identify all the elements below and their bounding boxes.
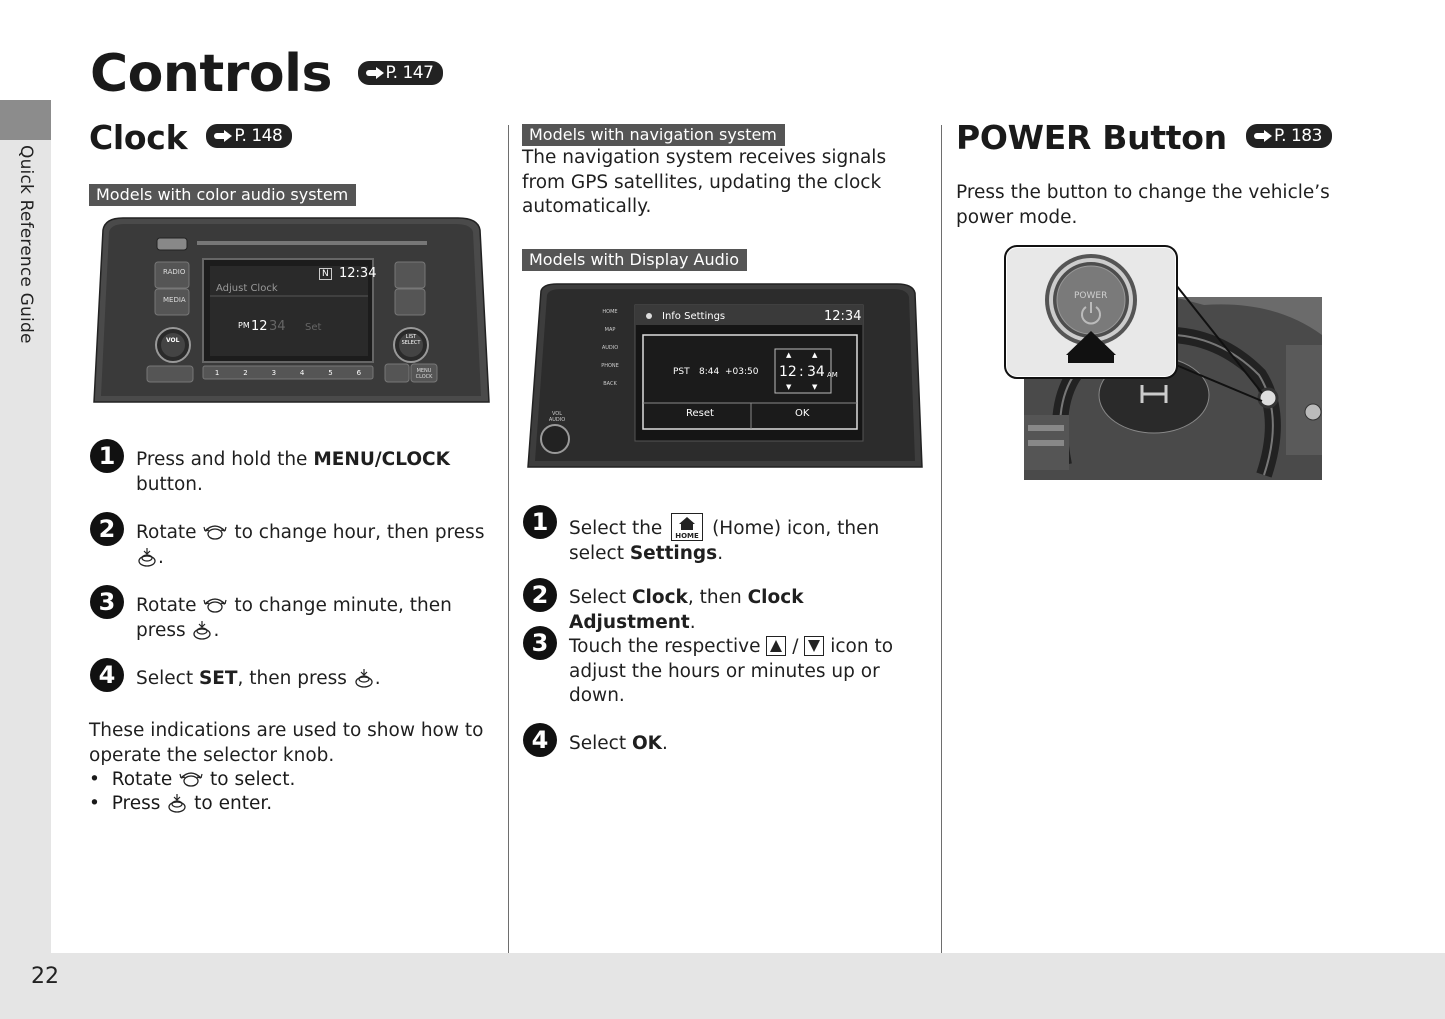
menu-phone[interactable]: PHONE: [601, 363, 619, 369]
screen-set: Set: [305, 322, 322, 333]
tag-navigation: Models with navigation system: [522, 124, 785, 146]
clock-heading: [89, 118, 292, 157]
da-step-3-text-a: Touch the respective: [569, 636, 767, 657]
nav-description: The navigation system receives signals from GPS satellites, updating the clock automatically.: [522, 147, 887, 217]
page-ref-link[interactable]: [358, 61, 444, 85]
down-arrow-icon: [804, 636, 824, 656]
vol-knob-label: VOL: [166, 337, 180, 344]
list-select-knob-label: LIST SELECT: [401, 334, 421, 346]
da-step-3-badge: 3: [523, 626, 557, 660]
power-heading: [956, 118, 1332, 157]
power-ref-link[interactable]: [1246, 124, 1332, 148]
power-description: Press the button to change the vehicle’s power mode.: [956, 182, 1330, 228]
screen-adjust-clock-title: Adjust Clock: [216, 283, 278, 294]
da-step-2: [569, 586, 929, 635]
da-step-1-text-b: (Home) icon, then select: [569, 518, 880, 564]
ref-arrow-icon: [364, 67, 384, 79]
clock-step-2-text-c: .: [158, 546, 164, 568]
da-step-1-text-d: .: [717, 542, 724, 564]
clock-step-1-text-c: button.: [136, 473, 203, 495]
screen-minute: 34: [269, 319, 286, 334]
da-step-4: [569, 732, 909, 757]
reset-button[interactable]: Reset: [686, 408, 714, 419]
step-1-badge: 1: [90, 439, 124, 473]
home-icon-glyph: [672, 514, 702, 540]
bullet-dot: •: [89, 769, 112, 790]
clock-step-2: [136, 521, 491, 570]
da-step-4-text-c: .: [662, 733, 668, 754]
screen-time: 12:34: [339, 266, 377, 281]
clock-step-4-text-a: Select: [136, 668, 199, 689]
step-3-badge: 3: [90, 585, 124, 619]
clock-step-2-text-b: to change hour, then press: [228, 522, 485, 543]
da-step-3-text-b: /: [786, 636, 805, 657]
screen-hour: 12: [251, 319, 268, 334]
da-step-2-text-e: .: [689, 611, 696, 633]
press-knob-icon: [166, 793, 188, 813]
selector-knob-note: These indications are used to show how to operate the selector knob.: [89, 720, 484, 766]
minute-down-icon[interactable]: ▼: [812, 383, 818, 391]
press-knob-icon: [191, 620, 213, 640]
clock-step-1-bold: MENU/CLOCK: [313, 449, 450, 470]
preset-4: 4: [299, 368, 305, 377]
screen-n-indicator: N: [319, 268, 332, 280]
minute-up-icon[interactable]: ▲: [812, 351, 818, 359]
bullet-press-text-a: Press: [111, 793, 167, 814]
display-side-menu: [595, 309, 625, 387]
menu-clock-button: MENU CLOCK: [415, 368, 433, 380]
clock-step-4-bold: SET: [198, 668, 238, 689]
dashboard-drawing: [1004, 245, 1324, 481]
svg-text:HOME: HOME: [675, 532, 699, 540]
step-2-badge: 2: [90, 512, 124, 546]
preset-2: 2: [243, 368, 248, 377]
section-side-label: Quick Reference Guide: [16, 145, 36, 344]
tz-time: 8:44: [699, 367, 720, 377]
tz-offset: +03:50: [725, 367, 759, 377]
display-audio-unit-illustration: [527, 283, 923, 468]
bullet-dot: •: [89, 793, 112, 814]
tag-display-audio: Models with Display Audio: [522, 249, 747, 271]
clock-ref-text: P. 148: [234, 125, 283, 146]
press-knob-icon: [353, 668, 375, 688]
da-step-2-text-a: Select: [569, 587, 632, 608]
rotate-knob-icon: [202, 523, 228, 541]
clock-step-3-text-a: Rotate: [136, 595, 203, 616]
clock-hour[interactable]: 12: [779, 364, 797, 380]
page-number: 22: [31, 964, 59, 989]
clock-colon: :: [799, 364, 804, 380]
down-arrow-glyph: [805, 637, 823, 655]
da-step-2-badge: 2: [523, 578, 557, 612]
clock-step-4-text-d: .: [374, 668, 381, 689]
menu-back[interactable]: BACK: [603, 381, 617, 387]
clock-step-3: [136, 594, 481, 643]
da-step-1-bold: Settings: [629, 542, 718, 564]
side-tab-marker: [0, 100, 51, 140]
screen-pm: PM: [238, 321, 250, 330]
press-knob-icon: [136, 547, 158, 567]
up-arrow-glyph: [767, 637, 785, 655]
ref-arrow-icon: [212, 130, 232, 142]
timezone-label: PST: [673, 367, 690, 377]
ref-arrow-icon: [1252, 130, 1272, 142]
rotate-knob-icon: [202, 596, 228, 614]
vol-audio-knob-label: VOL AUDIO: [548, 411, 566, 423]
clock-minute[interactable]: 34: [807, 364, 825, 380]
da-step-4-badge: 4: [523, 723, 557, 757]
radio-button: RADIO: [163, 268, 186, 276]
preset-6: 6: [356, 368, 362, 377]
rotate-knob-icon: [178, 770, 204, 788]
up-arrow-icon: [766, 636, 786, 656]
da-step-2-text-c: , then: [687, 587, 748, 608]
bullet-rotate-text-b: to select.: [204, 769, 296, 790]
ok-button[interactable]: OK: [795, 408, 810, 419]
hour-up-icon[interactable]: ▲: [786, 351, 792, 359]
power-ref-text: P. 183: [1274, 125, 1322, 146]
clock-heading-text: Clock: [89, 118, 188, 157]
clock-step-3-text-b: to change minute, then press: [136, 595, 452, 641]
clock-step-4: [136, 667, 486, 692]
page-title-text: Controls: [90, 44, 332, 104]
preset-5: 5: [328, 368, 333, 377]
column-divider-2: [941, 125, 942, 953]
media-button: MEDIA: [163, 296, 186, 304]
preset-3: 3: [271, 368, 277, 377]
da-step-2-bold-1: Clock: [631, 587, 688, 608]
bullet-rotate-text-a: Rotate: [111, 769, 179, 790]
home-icon: [671, 513, 703, 541]
preset-buttons: [203, 366, 373, 379]
da-step-3: [569, 635, 909, 709]
bullet-rotate: [89, 768, 295, 793]
da-step-2-bold-2: Clock Adjustment: [569, 587, 804, 633]
da-step-1-text-a: Select the: [569, 518, 669, 539]
power-button-illustration: [1004, 245, 1324, 481]
power-heading-text: POWER Button: [956, 118, 1227, 157]
clock-step-3-text-c: .: [213, 619, 220, 641]
tag-color-audio: Models with color audio system: [89, 184, 356, 206]
bullet-press: [89, 792, 272, 817]
page-ref-text: P. 147: [385, 63, 434, 83]
da-step-4-bold: OK: [631, 733, 663, 754]
clock-step-4-text-c: , then press: [237, 668, 353, 689]
clock-step-1-text-a: Press and hold the: [136, 449, 314, 470]
column-divider-1: [508, 125, 509, 953]
clock-step-2-text-a: Rotate: [136, 522, 203, 543]
menu-home[interactable]: HOME: [602, 309, 618, 315]
clock-ref-link[interactable]: [206, 124, 292, 148]
info-settings-title: Info Settings: [662, 311, 726, 322]
step-4-badge: 4: [90, 658, 124, 692]
power-button-label: POWER: [1074, 291, 1108, 301]
color-audio-unit-illustration: [93, 216, 490, 404]
da-step-1: [569, 513, 929, 566]
da-step-1-badge: 1: [523, 505, 557, 539]
bullet-press-text-b: to enter.: [188, 793, 273, 814]
clock-step-1: [136, 448, 486, 497]
display-time: 12:34: [824, 309, 862, 324]
page-title: [90, 44, 443, 104]
clock-ampm: AM: [827, 371, 838, 379]
da-step-4-text-a: Select: [569, 733, 632, 754]
hour-down-icon[interactable]: ▼: [786, 383, 792, 391]
footer-band: [0, 953, 1445, 1019]
preset-1: 1: [214, 368, 220, 377]
menu-audio[interactable]: AUDIO: [601, 345, 619, 351]
da-step-3-text-c: icon to adjust the hours or minutes up or down.: [569, 636, 894, 706]
menu-map[interactable]: MAP: [604, 327, 616, 333]
